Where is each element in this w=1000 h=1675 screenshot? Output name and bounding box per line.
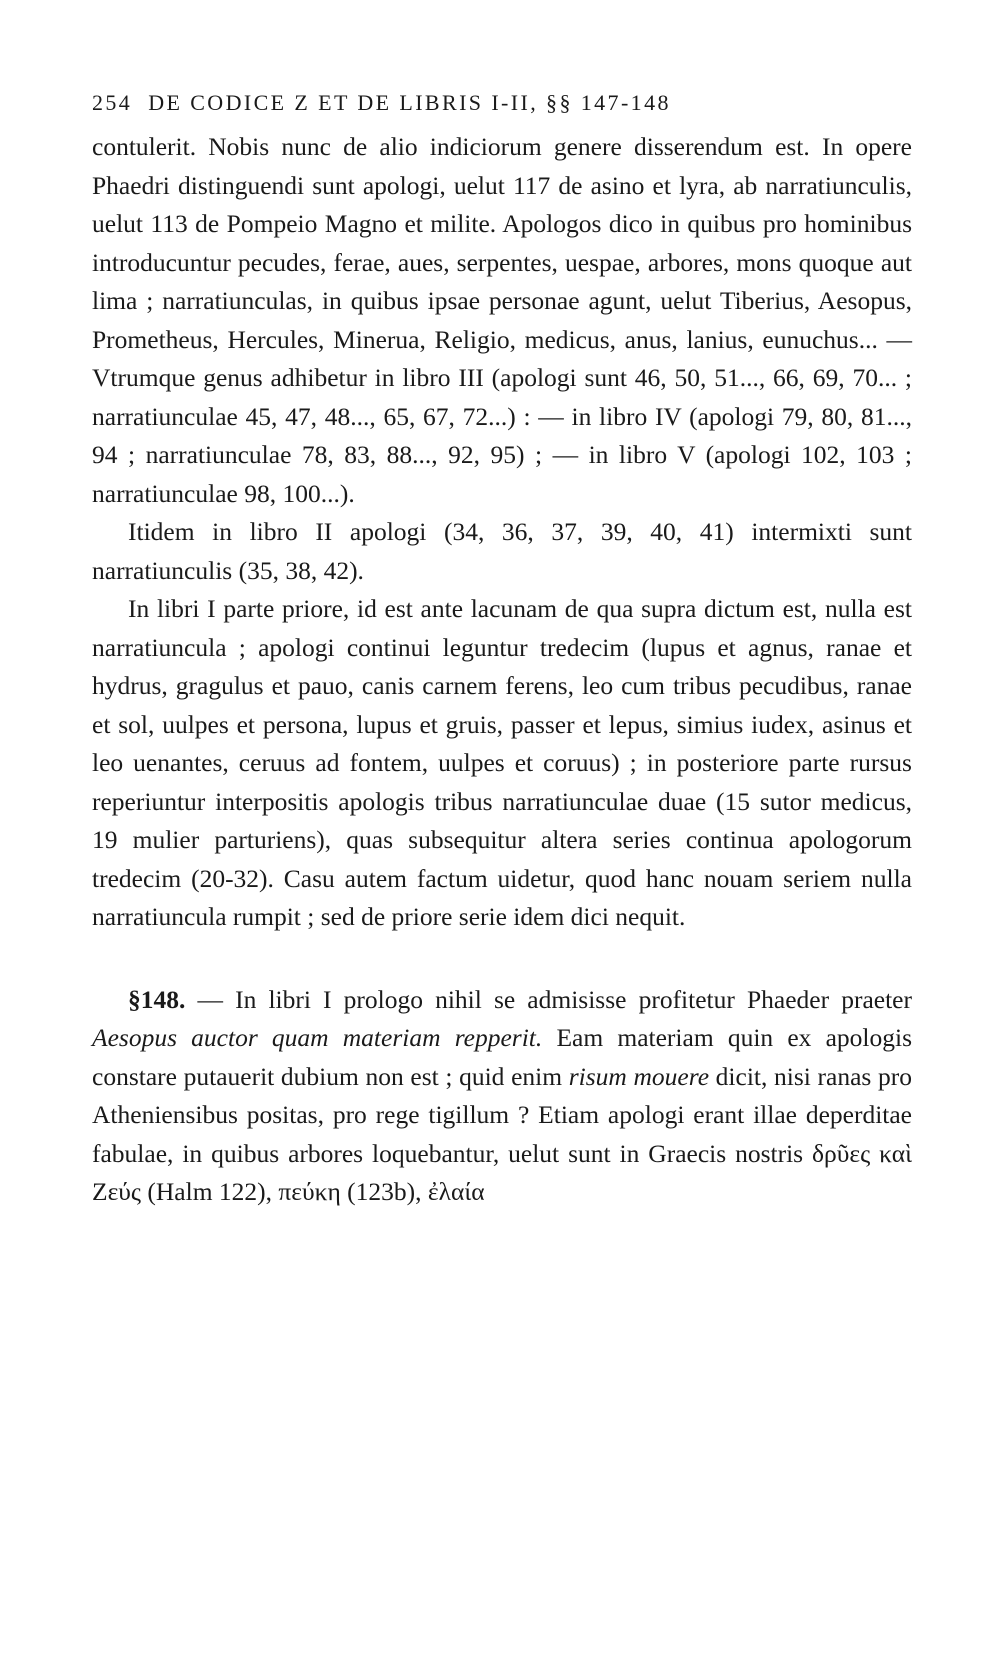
section-148-text-2: Eam materiam quin ex apologis constare putauerit dubium non est ; quid enim xyxy=(92,1023,913,1091)
section-gap xyxy=(92,937,912,981)
page-number: 254 xyxy=(92,90,133,115)
paragraph-libro-ii: Itidem in libro II apologi (34, 36, 37, 39, 40, 41) intermixti sunt narratiunculis (35, 38, 42). xyxy=(92,517,912,585)
paragraph-apologi-narratiunculae: contulerit. Nobis nunc de alio indiciorum genere disserendum est. In opere Phaedri distinguendi sunt apologi, uelut 117 de asino et lyra, ab narratiunculis, uelut 113 de Pompeio Magno et milite. Apologos dico in quibus pro hominibus introducuntur pecudes, ferae, aues, serpentes, uespae, arbores, mons quoque aut lima ; narratiunculas, in quibus ipsae personae agunt, uelut Tiberius, Aesopus, Prometheus, Hercules, Minerua, Religio, medicus, anus, lanius, eunuchus... — Vtrumque genus adhibetur in libro III (apologi sunt 46, 50, 51..., 66, 69, 70... ; narratiunculae 45, 47, 48..., 65, 67, 72...) : — in libro IV (apologi 79, 80, 81..., 94 ; narratiunculae 78, 83, 88..., 92, 95) ; — in libro V (apologi 102, 103 ; narratiunculae 98, 100...). xyxy=(92,132,912,508)
quotation-risum-mouere: risum mouere xyxy=(568,1061,710,1091)
running-head xyxy=(92,88,912,118)
section-148-text-3: dicit, nisi ranas pro Atheniensibus positas, pro rege tigillum ? Etiam apologi erant illae deperditae fabulae, in quibus arbores loquebantur, uelut sunt in Graecis nostris δρῦες καὶ Ζεύς (Halm 122), πεύκη (123b), ἐλαία xyxy=(92,1061,912,1206)
document-page xyxy=(92,88,912,1212)
section-sign: § xyxy=(128,984,141,1014)
quotation-aesopus: Aesopus auctor quam materiam repperit. xyxy=(92,1023,543,1052)
running-title: DE CODICE Z ET DE LIBRIS I-II, §§ 147-148 xyxy=(148,90,671,115)
section-148-paragraph xyxy=(92,981,912,1212)
section-148-text-1: — In libri I prologo nihil se admisisse profitetur Phaeder praeter xyxy=(185,984,912,1014)
paragraph-libri-i: In libri I parte priore, id est ante lacunam de qua supra dictum est, nulla est narratiuncula ; apologi continui leguntur tredecim (lupus et agnus, ranae et hydrus, gragulus et pauo, canis carnem ferens, leo cum tribus pecudibus, ranae et sol, uulpes et persona, lupus et gruis, passer et lepus, simius iudex, asinus et leo uenantes, ceruus ad fontem, uulpes et coruus) ; in posteriore parte rursus reperiuntur interpositis apologis tribus narratiunculae duae (15 sutor medicus, 19 mulier parturiens), quas subsequitur altera series continua apologorum tredecim (20-32). Casu autem factum uidetur, quod hanc nouam seriem nulla narratiuncula rumpit ; sed de priore serie idem dici nequit. xyxy=(92,594,912,931)
section-number: 148. xyxy=(140,984,186,1014)
